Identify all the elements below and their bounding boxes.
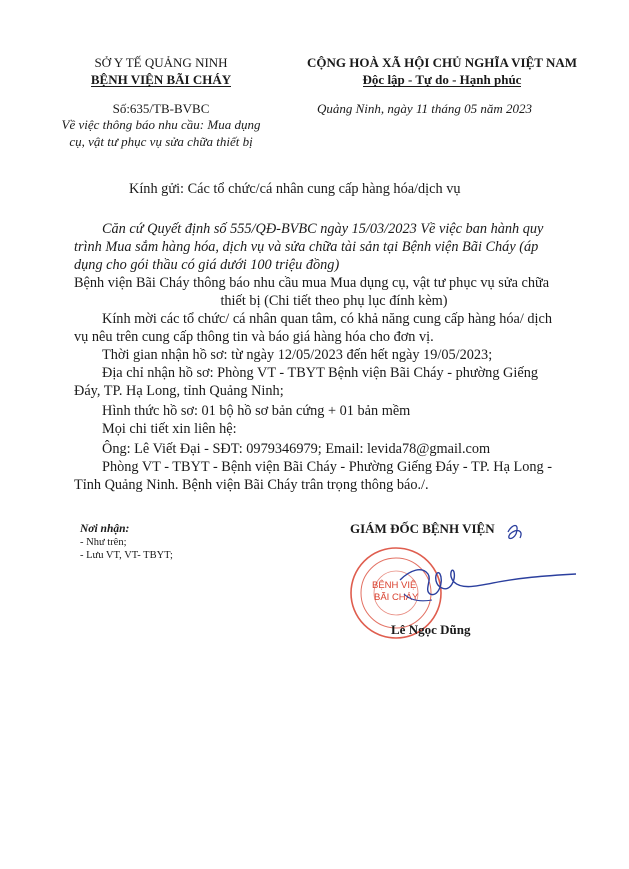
country-name: CỘNG HOÀ XÃ HỘI CHỦ NGHĨA VIỆT NAM: [306, 55, 578, 70]
subject-line-1: Về việc thông báo nhu cầu: Mua dụng: [61, 117, 261, 132]
recipients-title: Nơi nhận:: [80, 523, 130, 535]
organization-name: [56, 71, 266, 88]
legal-basis-line-1: Căn cứ Quyết định số 555/QĐ-BVBC ngày 15/03/2023 Về việc ban hành quy: [102, 221, 544, 237]
header-left: [56, 54, 266, 88]
recipients-block: [80, 522, 173, 562]
subject-line-2: cụ, vật tư phục vụ sửa chữa thiết bị: [69, 134, 253, 149]
organization-name-text: BỆNH VIỆN BÃI CHÁY: [90, 72, 232, 87]
motto-text: Độc lập - Tự do - Hạnh phúc: [362, 72, 522, 87]
doc-number: Số:635/TB-BVBC: [112, 101, 210, 116]
header-right: [272, 54, 612, 88]
recipient-item: - Lưu VT, VT- TBYT;: [80, 550, 173, 561]
contact-person: Ông: Lê Viết Đại - SĐT: 0979346979; Email: levida78@gmail.com: [102, 441, 491, 457]
submission-format: Hình thức hồ sơ: 01 bộ hồ sơ bản cứng + 01 bản mềm: [102, 403, 411, 419]
signature-graphic: [370, 510, 580, 630]
legal-basis-line-3: dụng cho gói thầu có giá dưới 100 triệu đồng): [74, 257, 340, 273]
submission-period: Thời gian nhận hồ sơ: từ ngày 12/05/2023 đến hết ngày 19/05/2023;: [102, 347, 493, 363]
seal-text-line-1: BỆNH VIỆ: [372, 580, 417, 591]
contact-intro: Mọi chi tiết xin liên hệ:: [102, 421, 237, 437]
handwritten-signature: [370, 510, 580, 630]
submission-address-line-2: Đáy, TP. Hạ Long, tỉnh Quảng Ninh;: [74, 383, 284, 399]
seal-text-line-2: BÃI CHÁY: [374, 592, 419, 603]
closing-paragraph: [74, 458, 604, 494]
signer-title: GIÁM ĐỐC BỆNH VIỆN: [350, 521, 495, 536]
agency-name: SỞ Y TẾ QUẢNG NINH: [94, 55, 228, 70]
subject-block: [46, 116, 276, 150]
recipient-line: Kính gửi: Các tổ chức/cá nhân cung cấp hàng hóa/dịch vụ: [129, 181, 461, 197]
notice-paragraph: [74, 274, 594, 310]
legal-basis-paragraph: [74, 220, 594, 274]
closing-line-1: Phòng VT - TBYT - Bệnh viện Bãi Cháy - Phường Giếng Đáy - TP. Hạ Long -: [102, 459, 553, 475]
submission-address-line-1: Địa chỉ nhận hồ sơ: Phòng VT - TBYT Bệnh viện Bãi Cháy - phường Giếng: [102, 365, 538, 381]
legal-basis-line-2: trình Mua sắm hàng hóa, dịch vụ và sửa chữa tài sản tại Bệnh viện Bãi Cháy (áp: [74, 239, 539, 255]
invitation-line-1: Kính mời các tổ chức/ cá nhân quan tâm, có khả năng cung cấp hàng hóa/ dịch: [102, 311, 553, 327]
closing-line-2: Tỉnh Quảng Ninh. Bệnh viện Bãi Cháy trân trọng thông báo./.: [74, 477, 429, 493]
invitation-line-2: vụ nêu trên cung cấp thông tin và báo giá hàng hóa cho đơn vị.: [74, 329, 434, 345]
notice-line-2: thiết bị (Chi tiết theo phụ lục đính kèm): [220, 293, 448, 309]
recipient-item: - Như trên;: [80, 537, 127, 548]
invitation-paragraph: [74, 310, 594, 346]
signer-name: Lê Ngọc Dũng: [391, 622, 471, 637]
place-date: Quảng Ninh, ngày 11 tháng 05 năm 2023: [317, 101, 532, 116]
submission-address: [74, 364, 594, 400]
motto: [272, 71, 612, 88]
notice-line-1: Bệnh viện Bãi Cháy thông báo nhu cầu mua Mua dụng cụ, vật tư phục vụ sửa chữa: [74, 275, 550, 291]
